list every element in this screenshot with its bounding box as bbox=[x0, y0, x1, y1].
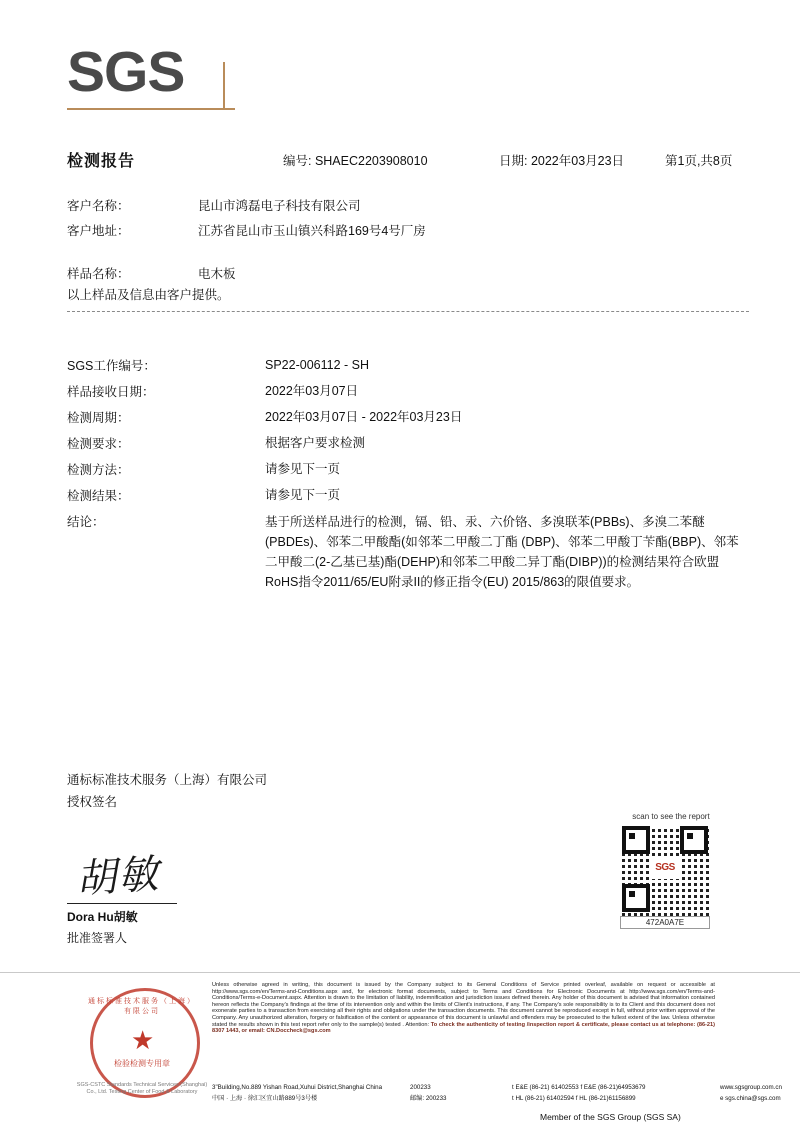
sgs-logo bbox=[67, 42, 237, 122]
conclusion-label: 结论： bbox=[67, 515, 105, 529]
footer-attention-text: To check the authenticity of testing /inspection report & certificate, please contact us at telephone: (86-21) 8307 1443, or email: CN.Doccheck@sgs.com bbox=[212, 1021, 716, 1035]
client-name-label: 客户名称： bbox=[67, 199, 130, 213]
detail-value: 2022年03月07日 - 2022年03月23日 bbox=[265, 410, 463, 424]
page-title: 检测报告 bbox=[67, 153, 136, 170]
qr-finder-icon bbox=[680, 826, 708, 854]
section-divider bbox=[67, 311, 749, 312]
conclusion-value: 基于所送样品进行的检测，镉、铅、汞、六价铬、多溴联苯(PBBs)、多溴二苯醚(PBDEs)、邻苯二甲酸酯(如邻苯二甲酸二丁酯 (DBP)、邻苯二甲酸丁苄酯(BBP)、邻苯二甲酸二(2-乙基已基)酯(DEHP)和邻苯二甲酸二异丁酯(DIBP))的检测结果符合欧盟RoHS指令2011/65/EU附录II的修正指令(EU) 2015/863的限值要求。 bbox=[265, 515, 739, 589]
page-count: 第1页,共8页 bbox=[665, 154, 733, 168]
stamp-mid-text: 检验检测专用章 bbox=[114, 1059, 170, 1068]
detail-label: 检测方法： bbox=[67, 463, 130, 477]
client-address-value: 江苏省昆山市玉山镇兴科路169号4号厂房 bbox=[198, 224, 426, 238]
logo-tick bbox=[223, 62, 225, 110]
detail-label: 检测要求： bbox=[67, 437, 130, 451]
footer-website[interactable]: www.sgsgroup.com.cn bbox=[720, 1084, 782, 1091]
footer-divider bbox=[0, 972, 800, 973]
title-row bbox=[67, 148, 747, 172]
detail-value: 请参见下一页 bbox=[265, 488, 341, 502]
qr-overlay bbox=[620, 824, 710, 914]
detail-label: SGS工作编号： bbox=[67, 359, 156, 373]
handwritten-signature: 胡敏 bbox=[74, 851, 162, 902]
footer-address-cn: 中国 · 上海 · 徐汇区宜山路889号3号楼 bbox=[212, 1095, 318, 1102]
footer-attention-label: Attention: bbox=[405, 1021, 430, 1028]
client-address-label: 客户地址： bbox=[67, 224, 130, 238]
sample-name-row bbox=[67, 264, 757, 282]
client-name-value: 昆山市鸿磊电子科技有限公司 bbox=[198, 199, 361, 213]
footer-email[interactable]: e sgs.china@sgs.com bbox=[720, 1095, 781, 1102]
stamp-top-text: 通标标准技术服务（上海）有限公司 bbox=[88, 998, 196, 1015]
detail-label: 检测周期： bbox=[67, 411, 130, 425]
qr-finder-icon bbox=[622, 826, 650, 854]
detail-value: 2022年03月07日 bbox=[265, 384, 359, 398]
sgs-logo-text: SGS bbox=[67, 40, 185, 104]
footer-zip-cn: 邮编: 200233 bbox=[410, 1095, 447, 1102]
stamp-bottom-text: SGS-CSTC Standards Technical Services (Shanghai) Co., Ltd. Testing Center of Food & Laboratory bbox=[76, 1082, 208, 1095]
company-stamp bbox=[76, 982, 208, 1102]
report-number: 编号: SHAEC2203908010 bbox=[283, 154, 428, 168]
footer-legal-text bbox=[212, 982, 715, 1035]
signer-name: Dora Hu胡敏 bbox=[67, 910, 138, 924]
detail-value: 请参见下一页 bbox=[265, 462, 341, 476]
sample-note-row bbox=[67, 285, 757, 303]
footer-tel-en: t E&E (86-21) 61402553 f E&E (86-21)64953679 bbox=[512, 1084, 646, 1091]
detail-value: SP22-006112 - SH bbox=[265, 358, 369, 372]
sample-note-text: 以上样品及信息由客户提供。 bbox=[67, 288, 230, 302]
footer-address-en: 3"Building,No.889 Yishan Road,Xuhui District,Shanghai China bbox=[212, 1084, 383, 1091]
logo-rule bbox=[67, 108, 235, 110]
star-icon: ★ bbox=[131, 1025, 155, 1055]
detail-label: 检测结果： bbox=[67, 489, 130, 503]
detail-value: 根据客户要求检测 bbox=[265, 436, 366, 450]
sample-name-value: 电木板 bbox=[198, 267, 236, 281]
footer-legal-paragraph: Unless otherwise agreed in writing, this document is issued by the Company subject to its General Conditions of Service printed overleaf, available on request or accessible at http://www.sgs.com/en/Terms-and-Conditions.aspx and, for electronic format documents, subject to Terms and Conditions for Electronic Documents at http://www.sgs.com/en/Terms-and-Conditions/Terms-e-Document.aspx. Attention is drawn to the limitation of liability, indemnification and jurisdiction issues defined therein. Any holder of this document is advised that information contained hereon reflects the Company's findings at the time of its intervention only and within the limits of Client's instructions, if any. The Company's sole responsibility is to its Client and this document does not exonerate parties to a transaction from exercising all their rights and obligations under the transaction documents. This document cannot be reproduced except in full, without prior written approval of the Company. Any unauthorized alteration, forgery or falsification of the content or appearance of this document is unlawful and offenders may be prosecuted to the fullest extent of the law. Unless otherwise stated the results shown in this test report refer only to the sample(s) tested . bbox=[212, 982, 715, 1028]
client-name-row bbox=[67, 196, 757, 214]
qr-code-text: 472A0A7E bbox=[620, 916, 710, 929]
footer-tel-cn: t HL (86-21) 61402594 f HL (86-21)61156899 bbox=[512, 1095, 636, 1102]
signature-line bbox=[67, 903, 177, 904]
detail-label: 样品接收日期： bbox=[67, 385, 155, 399]
signer-role: 批准签署人 bbox=[67, 931, 128, 945]
signing-company: 通标标准技术服务（上海）有限公司 bbox=[67, 773, 268, 787]
footer-member-text: Member of the SGS Group (SGS SA) bbox=[540, 1112, 681, 1122]
qr-finder-icon bbox=[622, 884, 650, 912]
footer-address-block bbox=[212, 1083, 782, 1105]
report-date: 日期: 2022年03月23日 bbox=[499, 154, 625, 168]
authorized-signature-label: 授权签名 bbox=[67, 795, 118, 809]
qr-caption: scan to see the report bbox=[632, 812, 710, 821]
qr-logo: SGS bbox=[651, 857, 679, 879]
sample-name-label: 样品名称： bbox=[67, 267, 130, 281]
footer-zip-en: 200233 bbox=[410, 1084, 431, 1091]
